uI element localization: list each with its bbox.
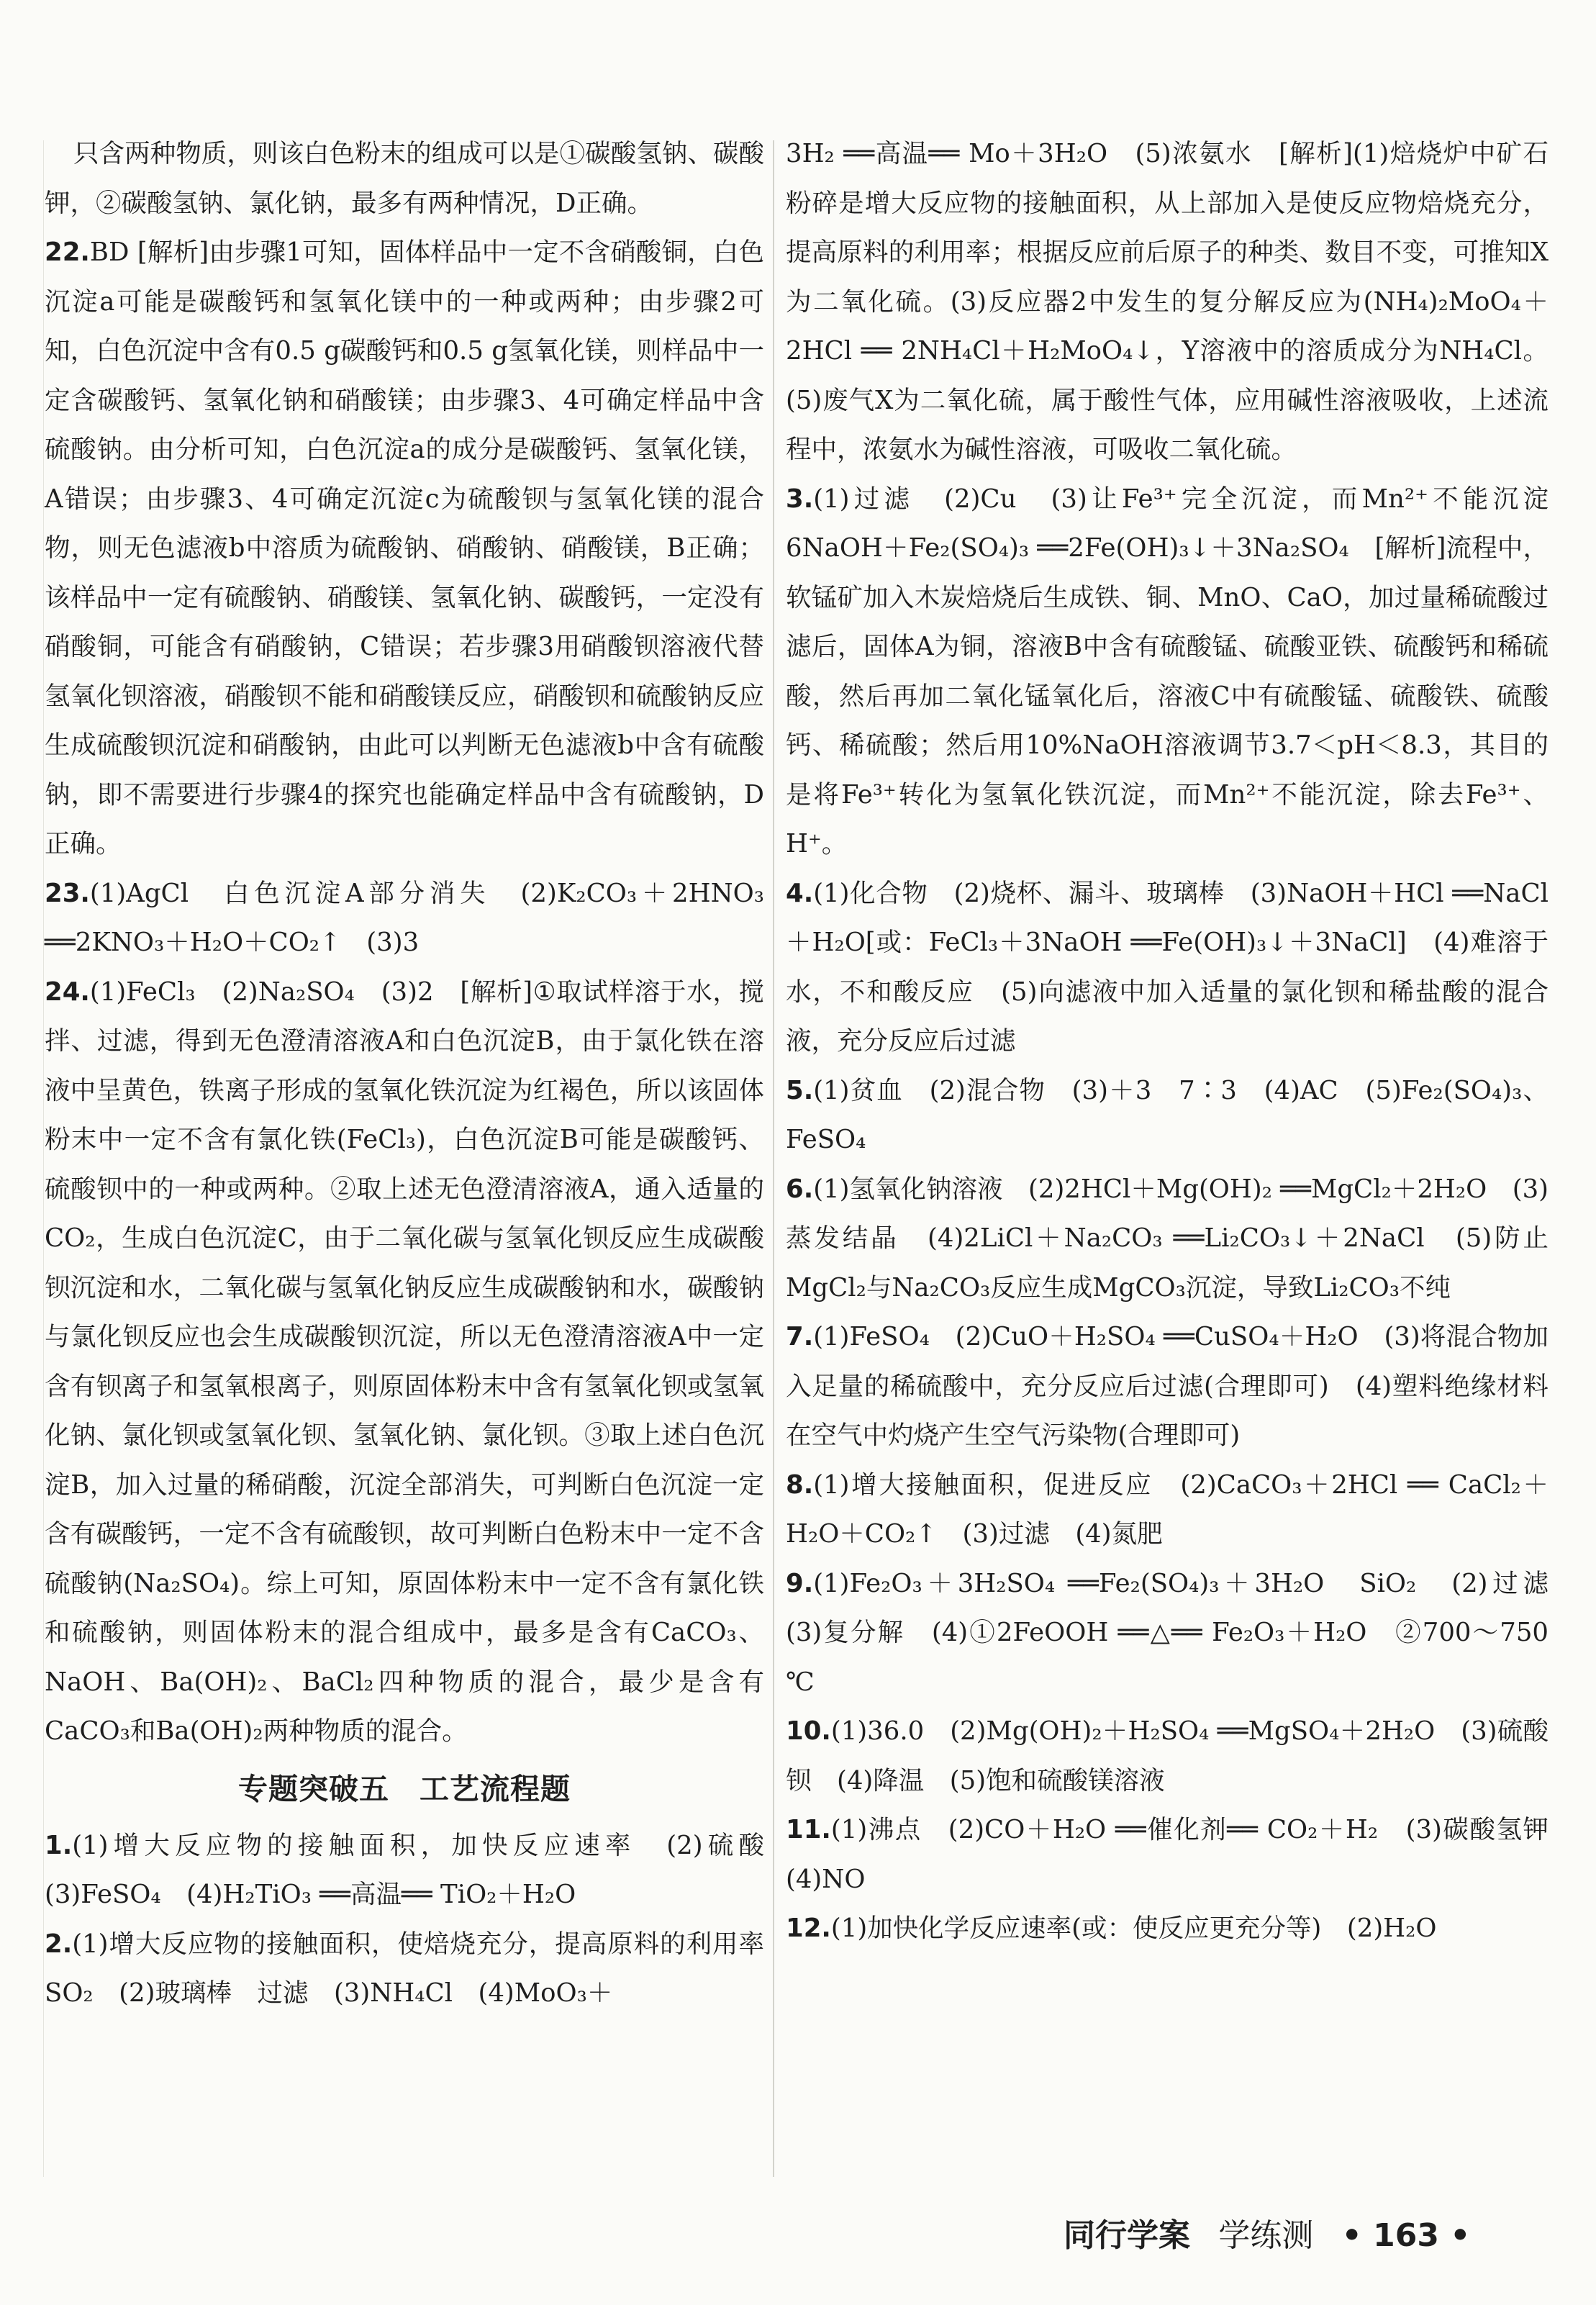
- answer-10: 10.(1)36.0 (2)Mg(OH)₂＋H₂SO₄ ══MgSO₄＋2H₂O (3)硫酸钡 (4)降温 (5)饱和硫酸镁溶液: [786, 1716, 1549, 1795]
- answer-2-continuation: 3H₂ ══高温══ Mo＋3H₂O (5)浓氨水 [解析](1)焙烧炉中矿石粉碎是增大反应物的接触面积，从上部加入是使反应物焙烧充分，提高原料的利用率；根据反应前后原子的种类、数目不变，可推知X为二氧化硫。(3)反应器2中发生的复分解反应为(NH₄)₂MoO₄＋2HCl ══ 2NH₄Cl＋H₂MoO₄↓，Y溶液中的溶质成分为NH₄Cl。(5)废气X为二氧化硫，属于酸性气体，应用碱性溶液吸收，上述流程中，浓氨水为碱性溶液，可吸收二氧化硫。: [786, 139, 1549, 464]
- answer-3: 3.(1)过滤 (2)Cu (3)让Fe³⁺完全沉淀，而Mn²⁺不能沉淀 6NaOH＋Fe₂(SO₄)₃ ══2Fe(OH)₃↓＋3Na₂SO₄ [解析]流程中，软锰矿加入木炭焙烧后生成铁、铜、MnO、CaO，加过量稀硫酸过滤后，固体A为铜，溶液B中含有硫酸锰、硫酸亚铁、硫酸钙和稀硫酸，然后再加二氧化锰氧化后，溶液C中有硫酸锰、硫酸铁、硫酸钙、稀硫酸；然后用10%NaOH溶液调节3.7＜pH＜8.3，其目的是将Fe³⁺转化为氢氧化铁沉淀，而Mn²⁺不能沉淀，除去Fe³⁺、H⁺。: [786, 484, 1574, 859]
- answer-23: 23.(1)AgCl 白色沉淀A部分消失 (2)K₂CO₃＋2HNO₃ ══2KNO₃＋H₂O＋CO₂↑ (3)3: [45, 878, 764, 957]
- answer-7: 7.(1)FeSO₄ (2)CuO＋H₂SO₄ ══CuSO₄＋H₂O (3)将混合物加入足量的稀硫酸中，充分反应后过滤(合理即可) (4)塑料绝缘材料在空气中灼烧产生空气污染物(合理即可): [786, 1322, 1549, 1450]
- footer-series: 学练测: [1218, 2217, 1314, 2254]
- answer-8: 8.(1)增大接触面积，促进反应 (2)CaCO₃＋2HCl ══ CaCl₂＋H₂O＋CO₂↑ (3)过滤 (4)氮肥: [786, 1470, 1549, 1549]
- answer-11: 11.(1)沸点 (2)CO＋H₂O ══催化剂══ CO₂＋H₂ (3)碳酸氢钾 (4)NO: [786, 1815, 1574, 1894]
- column-divider: [773, 140, 774, 2177]
- answer-4: 4.(1)化合物 (2)烧杯、漏斗、玻璃棒 (3)NaOH＋HCl ══NaCl＋H₂O[或：FeCl₃＋3NaOH ══Fe(OH)₃↓＋3NaCl] (4)难溶于水，不和酸反应 (5)向滤液中加入适量的氯化钡和稀盐酸的混合液，充分反应后过滤: [786, 878, 1549, 1056]
- answer-5: 5.(1)贫血 (2)混合物 (3)＋3 7∶3 (4)AC (5)Fe₂(SO₄)₃、FeSO₄: [786, 1075, 1549, 1154]
- answer-continuation: 只含两种物质，则该白色粉末的组成可以是①碳酸氢钠、碳酸钾，②碳酸氢钠、氯化钠，最多有两种情况，D正确。: [45, 139, 764, 218]
- page-footer: [1064, 2209, 1487, 2255]
- answer-22: 22.BD [解析]由步骤1可知，固体样品中一定不含硝酸铜，白色沉淀a可能是碳酸钙和氢氧化镁中的一种或两种；由步骤2可知，白色沉淀中含有0.5 g碳酸钙和0.5 g氢氧化镁，则样品中一定含碳酸钙、氢氧化钠和硝酸镁；由步骤3、4可确定样品中含硫酸钠。由分析可知，白色沉淀a的成分是碳酸钙、氢氧化镁，A错误；由步骤3、4可确定沉淀c为硫酸钡与氢氧化镁的混合物，则无色滤液b中溶质为硫酸钠、硝酸钠、硝酸镁，B正确；该样品中一定有硫酸钠、硝酸镁、氢氧化钠、碳酸钙，一定没有硝酸铜，可能含有硝酸钠，C错误；若步骤3用硝酸钡溶液代替氢氧化钡溶液，硝酸钡不能和硝酸镁反应，硝酸钡和硫酸钠反应生成硫酸钡沉淀和硝酸钠，由此可以判断无色滤液b中含有硫酸钠，即不需要进行步骤4的探究也能确定样品中含有硫酸钠，D正确。: [45, 237, 764, 859]
- left-margin-line: [43, 140, 44, 2177]
- page-number: • 163 •: [1341, 2217, 1471, 2254]
- right-column: [786, 130, 1574, 1954]
- answer-9: 9.(1)Fe₂O₃＋3H₂SO₄ ══Fe₂(SO₄)₃＋3H₂O SiO₂ (2)过滤 (3)复分解 (4)①2FeOOH ══△══ Fe₂O₃＋H₂O ②700～750 ℃: [786, 1568, 1574, 1697]
- footer-brand: 同行学案: [1064, 2217, 1190, 2254]
- answer-24: 24.(1)FeCl₃ (2)Na₂SO₄ (3)2 [解析]①取试样溶于水，搅拌、过滤，得到无色澄清溶液A和白色沉淀B，由于氯化铁在溶液中呈黄色，铁离子形成的氢氧化铁沉淀为红褐色，所以该固体粉末中一定不含有氯化铁(FeCl₃)，白色沉淀B可能是碳酸钙、硫酸钡中的一种或两种。②取上述无色澄清溶液A，通入适量的CO₂，生成白色沉淀C，由于二氧化碳与氢氧化钡反应生成碳酸钡沉淀和水，二氧化碳与氢氧化钠反应生成碳酸钠和水，碳酸钠与氯化钡反应也会生成碳酸钡沉淀，所以无色澄清溶液A中一定含有钡离子和氢氧根离子，则原固体粉末中含有氢氧化钡或氢氧化钠、氯化钡或氢氧化钡、氢氧化钠、氯化钡。③取上述白色沉淀B，加入过量的稀硝酸，沉淀全部消失，可判断白色沉淀一定含有碳酸钙，一定不含有硫酸钡，故可判断白色粉末中一定不含硫酸钠(Na₂SO₄)。综上可知，原固体粉末中一定不含有氯化铁和硫酸钠，则固体粉末的混合组成中，最多是含有CaCO₃、NaOH、Ba(OH)₂、BaCl₂四种物质的混合，最少是含有CaCO₃和Ba(OH)₂两种物质的混合。: [45, 977, 764, 1746]
- section-answer-1: 1.(1)增大反应物的接触面积，加快反应速率 (2)硫酸 (3)FeSO₄ (4)H₂TiO₃ ══高温══ TiO₂＋H₂O: [45, 1830, 790, 1909]
- section-answer-2: 2.(1)增大反应物的接触面积，使焙烧充分，提高原料的利用率 SO₂ (2)玻璃棒 过滤 (3)NH₄Cl (4)MoO₃＋: [45, 1929, 790, 2008]
- answer-12: 12.(1)加快化学反应速率(或：使反应更充分等) (2)H₂O: [786, 1914, 1437, 1943]
- left-column: [45, 130, 790, 2019]
- section-title: 专题突破五 工艺流程题: [238, 1771, 571, 1806]
- answer-6: 6.(1)氢氧化钠溶液 (2)2HCl＋Mg(OH)₂ ══MgCl₂＋2H₂O (3)蒸发结晶 (4)2LiCl＋Na₂CO₃ ══Li₂CO₃↓＋2NaCl (5)防止MgCl₂与Na₂CO₃反应生成MgCO₃沉淀，导致Li₂CO₃不纯: [786, 1174, 1549, 1303]
